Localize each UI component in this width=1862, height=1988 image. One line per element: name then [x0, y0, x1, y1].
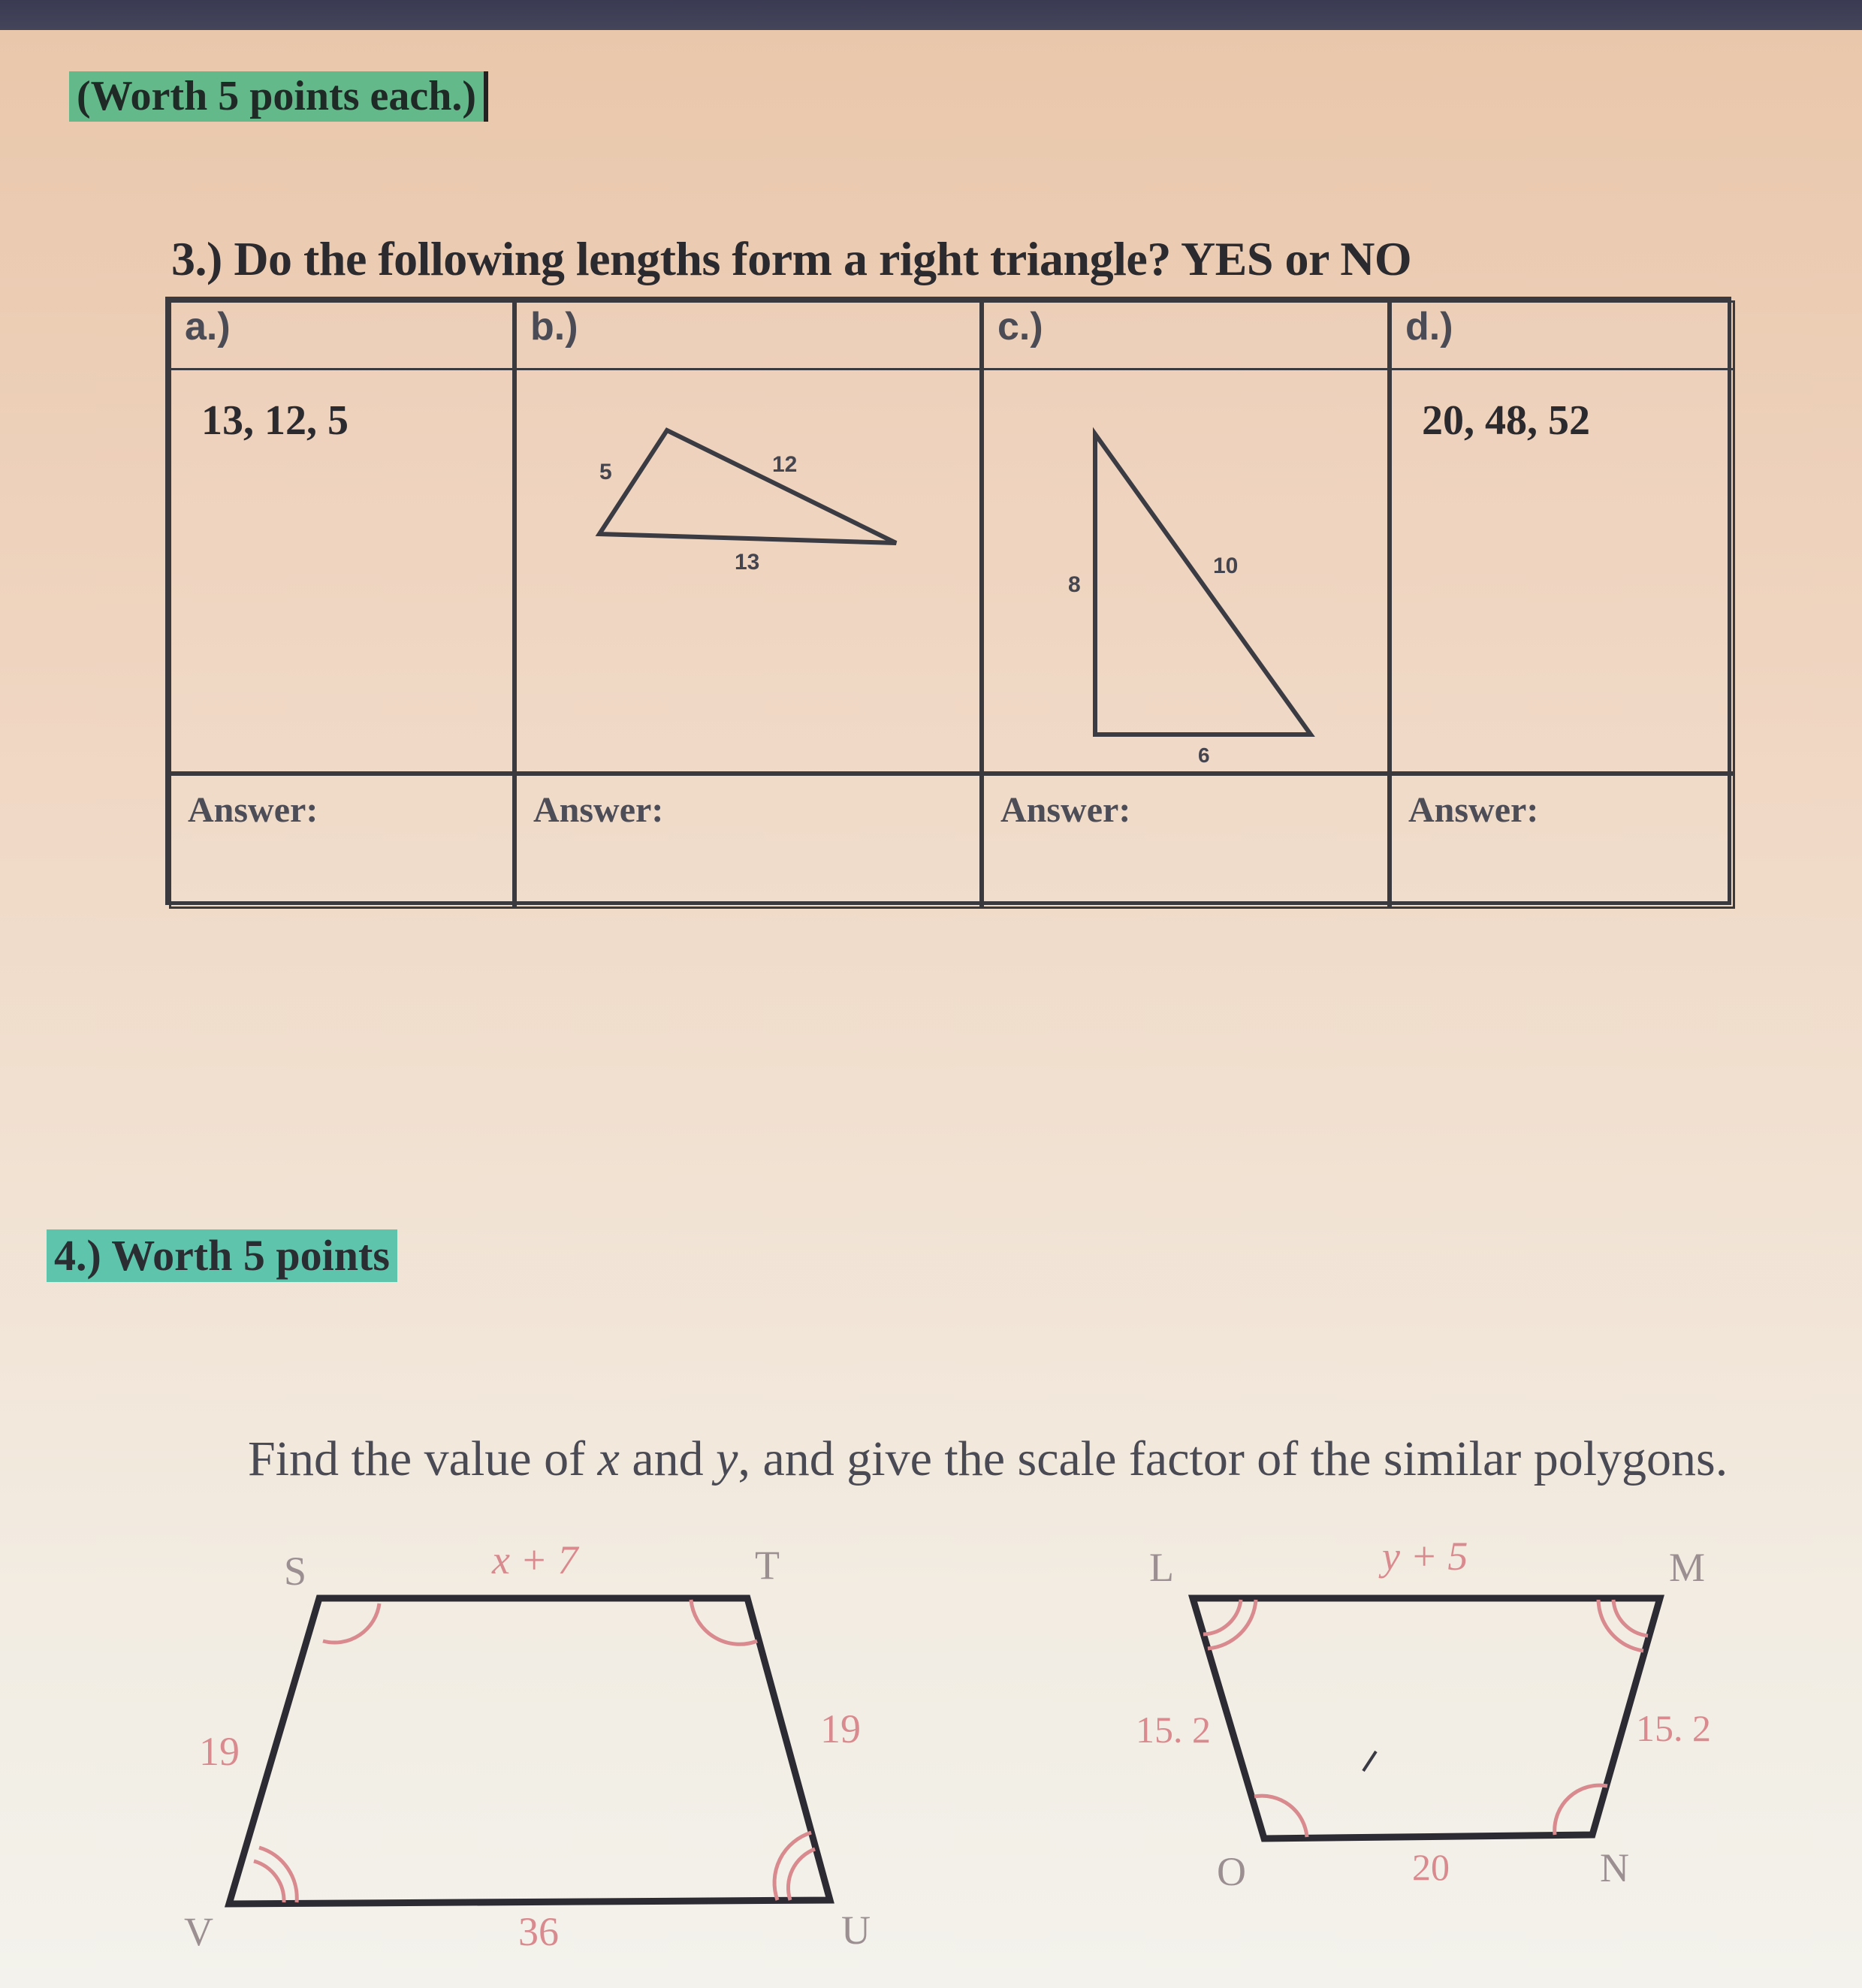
prompt-var-y: y — [716, 1431, 738, 1486]
vertex-l: L — [1149, 1545, 1174, 1590]
side-left-stuv: 19 — [199, 1729, 240, 1774]
side-bottom-lmno: 20 — [1412, 1846, 1450, 1888]
vertex-m: M — [1669, 1545, 1706, 1590]
prompt-var-x: x — [597, 1431, 620, 1486]
triangle-b-side-5: 5 — [599, 460, 612, 484]
side-right-lmno: 15. 2 — [1636, 1707, 1711, 1749]
vertex-v: V — [184, 1909, 213, 1954]
part-c-label: c.) — [984, 303, 1387, 370]
side-right-stuv: 19 — [820, 1706, 861, 1751]
right-triangle-table — [165, 297, 1731, 905]
side-left-lmno: 15. 2 — [1136, 1709, 1211, 1751]
part-d-label: d.) — [1392, 303, 1733, 370]
triangle-b-shape — [599, 430, 896, 543]
triangle-b-side-12: 12 — [772, 452, 798, 477]
answer-b[interactable]: Answer: — [515, 774, 982, 909]
triangle-c-side-10: 10 — [1213, 554, 1239, 578]
side-top-lmno: y + 5 — [1382, 1534, 1468, 1579]
part-d-cell — [1390, 300, 1735, 774]
triangle-c-diagram — [984, 303, 1387, 771]
part-a-label: a.) — [171, 303, 512, 370]
part-c-cell — [982, 300, 1390, 774]
vertex-o: O — [1217, 1849, 1246, 1894]
triangle-c-shape — [1095, 434, 1311, 735]
triangle-b-side-13: 13 — [735, 550, 760, 575]
question-4-prompt — [248, 1431, 1728, 1488]
answer-d[interactable]: Answer: — [1390, 774, 1735, 909]
vertex-u: U — [841, 1908, 871, 1953]
answer-a[interactable]: Answer: — [169, 774, 515, 909]
side-top-stuv: x + 7 — [492, 1537, 578, 1582]
prompt-part-1: Find the value of — [248, 1431, 598, 1486]
part-a-cell — [169, 300, 515, 774]
part-b-label: b.) — [517, 303, 979, 370]
vertex-s: S — [284, 1549, 307, 1594]
part-d-lengths: 20, 48, 52 — [1422, 397, 1590, 444]
question-3-prompt: 3.) Do the following lengths form a right triangle? YES or NO — [171, 232, 1412, 285]
triangle-c-side-6: 6 — [1198, 744, 1210, 767]
part-a-lengths: 13, 12, 5 — [201, 397, 349, 444]
prompt-part-2: and — [619, 1431, 717, 1486]
answer-c[interactable]: Answer: — [982, 774, 1390, 909]
prompt-part-3: , and give the scale factor of the similar polygons. — [738, 1431, 1728, 1486]
vertex-t: T — [755, 1543, 780, 1588]
part-b-cell — [515, 300, 982, 774]
side-bottom-stuv: 36 — [518, 1909, 559, 1954]
triangle-b-diagram — [517, 303, 979, 771]
vertex-n: N — [1600, 1845, 1629, 1890]
question-4-worth: 4.) Worth 5 points — [47, 1229, 397, 1282]
triangle-c-side-8: 8 — [1068, 572, 1081, 597]
points-note: (Worth 5 points each.) — [69, 71, 488, 122]
